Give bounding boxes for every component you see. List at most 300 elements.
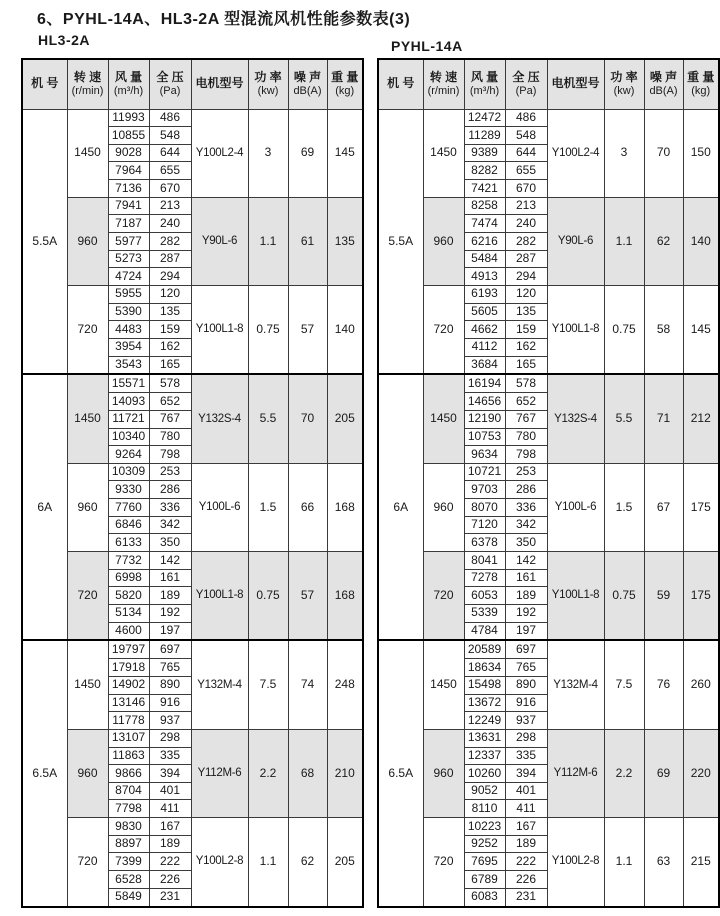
airflow-cell: 20589 xyxy=(464,640,505,658)
motor-cell: Y100L-6 xyxy=(547,463,604,551)
weight-cell: 260 xyxy=(683,640,719,729)
airflow-cell: 8282 xyxy=(464,162,505,180)
col-header-weight: 重 量 (kg) xyxy=(327,59,363,109)
pressure-cell: 411 xyxy=(149,800,191,818)
airflow-cell: 13146 xyxy=(108,694,149,712)
airflow-cell: 9330 xyxy=(108,481,149,499)
pressure-cell: 167 xyxy=(505,818,547,836)
motor-cell: Y132S-4 xyxy=(547,374,604,463)
pressure-cell: 161 xyxy=(149,569,191,587)
airflow-cell: 11721 xyxy=(108,410,149,428)
pressure-cell: 697 xyxy=(149,640,191,658)
airflow-cell: 8258 xyxy=(464,197,505,215)
power-cell: 1.1 xyxy=(604,818,644,907)
pressure-cell: 192 xyxy=(505,605,547,623)
pressure-cell: 226 xyxy=(505,871,547,889)
airflow-cell: 5820 xyxy=(108,587,149,605)
airflow-cell: 5339 xyxy=(464,605,505,623)
airflow-cell: 7187 xyxy=(108,215,149,233)
airflow-cell: 13107 xyxy=(108,729,149,747)
power-cell: 7.5 xyxy=(248,640,288,729)
machine-cell: 6A xyxy=(378,374,423,640)
pressure-cell: 142 xyxy=(505,552,547,570)
noise-cell: 59 xyxy=(644,552,683,641)
page-title: 6、PYHL-14A、HL3-2A 型混流风机性能参数表(3) xyxy=(37,11,411,28)
pressure-cell: 286 xyxy=(505,481,547,499)
airflow-cell: 11863 xyxy=(108,747,149,765)
speed-cell: 960 xyxy=(67,197,108,285)
motor-cell: Y100L1-8 xyxy=(547,286,604,375)
data-row xyxy=(22,552,363,570)
airflow-cell: 4483 xyxy=(108,321,149,339)
pressure-cell: 335 xyxy=(505,747,547,765)
pressure-cell: 226 xyxy=(149,871,191,889)
power-cell: 7.5 xyxy=(604,640,644,729)
noise-cell: 74 xyxy=(288,640,327,729)
pressure-cell: 189 xyxy=(505,835,547,853)
data-row xyxy=(378,729,719,747)
pressure-cell: 798 xyxy=(149,446,191,464)
airflow-cell: 7964 xyxy=(108,162,149,180)
airflow-cell: 19797 xyxy=(108,640,149,658)
weight-cell: 212 xyxy=(683,374,719,463)
airflow-cell: 16194 xyxy=(464,374,505,392)
pressure-cell: 294 xyxy=(505,268,547,286)
noise-cell: 70 xyxy=(288,374,327,463)
noise-cell: 62 xyxy=(288,818,327,907)
airflow-cell: 4112 xyxy=(464,339,505,357)
airflow-cell: 3684 xyxy=(464,356,505,374)
airflow-cell: 6053 xyxy=(464,587,505,605)
airflow-cell: 15498 xyxy=(464,676,505,694)
pressure-cell: 167 xyxy=(149,818,191,836)
pressure-cell: 765 xyxy=(149,659,191,677)
motor-cell: Y112M-6 xyxy=(547,729,604,817)
pressure-cell: 670 xyxy=(505,180,547,198)
data-row xyxy=(22,374,363,392)
airflow-cell: 13672 xyxy=(464,694,505,712)
data-row xyxy=(22,197,363,215)
weight-cell: 135 xyxy=(327,197,363,285)
power-cell: 3 xyxy=(248,109,288,197)
airflow-cell: 8110 xyxy=(464,800,505,818)
pressure-cell: 282 xyxy=(149,233,191,251)
pressure-cell: 159 xyxy=(505,321,547,339)
weight-cell: 168 xyxy=(327,552,363,641)
pressure-cell: 652 xyxy=(505,393,547,411)
airflow-cell: 6133 xyxy=(108,534,149,552)
data-row xyxy=(378,552,719,570)
col-header-machine: 机 号 xyxy=(22,59,67,109)
pressure-cell: 287 xyxy=(149,250,191,268)
parameter-table-pyhl-14a xyxy=(377,58,720,908)
power-cell: 3 xyxy=(604,109,644,197)
data-row xyxy=(378,640,719,658)
airflow-cell: 4724 xyxy=(108,268,149,286)
airflow-cell: 10260 xyxy=(464,765,505,783)
airflow-cell: 8041 xyxy=(464,552,505,570)
power-cell: 2.2 xyxy=(248,729,288,817)
airflow-cell: 6789 xyxy=(464,871,505,889)
airflow-cell: 9830 xyxy=(108,818,149,836)
parameter-table-hl3-2a xyxy=(21,58,364,908)
airflow-cell: 7399 xyxy=(108,853,149,871)
power-cell: 5.5 xyxy=(604,374,644,463)
data-row xyxy=(378,197,719,215)
pressure-cell: 548 xyxy=(505,127,547,145)
pressure-cell: 697 xyxy=(505,640,547,658)
pressure-cell: 165 xyxy=(149,356,191,374)
airflow-cell: 4662 xyxy=(464,321,505,339)
power-cell: 1.1 xyxy=(248,818,288,907)
airflow-cell: 11778 xyxy=(108,712,149,730)
airflow-cell: 9634 xyxy=(464,446,505,464)
pressure-cell: 401 xyxy=(505,782,547,800)
pressure-cell: 342 xyxy=(505,516,547,534)
airflow-cell: 5484 xyxy=(464,250,505,268)
motor-cell: Y132S-4 xyxy=(191,374,248,463)
airflow-cell: 5955 xyxy=(108,286,149,304)
pressure-cell: 548 xyxy=(149,127,191,145)
data-row xyxy=(22,463,363,481)
airflow-cell: 18634 xyxy=(464,659,505,677)
pressure-cell: 120 xyxy=(505,286,547,304)
power-cell: 1.5 xyxy=(248,463,288,551)
airflow-cell: 6193 xyxy=(464,286,505,304)
airflow-cell: 12337 xyxy=(464,747,505,765)
pressure-cell: 937 xyxy=(505,712,547,730)
pressure-cell: 135 xyxy=(149,303,191,321)
pressure-cell: 162 xyxy=(505,339,547,357)
pressure-cell: 916 xyxy=(149,694,191,712)
pressure-cell: 765 xyxy=(505,659,547,677)
data-row xyxy=(22,109,363,127)
machine-cell: 6.5A xyxy=(378,640,423,907)
weight-cell: 220 xyxy=(683,729,719,817)
pressure-cell: 197 xyxy=(149,622,191,640)
pressure-cell: 213 xyxy=(149,197,191,215)
pressure-cell: 287 xyxy=(505,250,547,268)
airflow-cell: 8070 xyxy=(464,499,505,517)
motor-cell: Y100L-6 xyxy=(191,463,248,551)
pressure-cell: 165 xyxy=(505,356,547,374)
airflow-cell: 7798 xyxy=(108,800,149,818)
speed-cell: 960 xyxy=(67,729,108,817)
pressure-cell: 394 xyxy=(505,765,547,783)
table-label-pyhl-14a: PYHL-14A xyxy=(391,38,463,54)
col-header-motor: 电机型号 xyxy=(547,59,604,109)
noise-cell: 68 xyxy=(288,729,327,817)
airflow-cell: 5849 xyxy=(108,888,149,907)
machine-cell: 6.5A xyxy=(22,640,67,907)
speed-cell: 1450 xyxy=(67,109,108,197)
motor-cell: Y132M-4 xyxy=(547,640,604,729)
pressure-cell: 189 xyxy=(149,835,191,853)
noise-cell: 69 xyxy=(288,109,327,197)
pressure-cell: 286 xyxy=(149,481,191,499)
airflow-cell: 6998 xyxy=(108,569,149,587)
noise-cell: 61 xyxy=(288,197,327,285)
pressure-cell: 401 xyxy=(149,782,191,800)
speed-cell: 720 xyxy=(67,818,108,907)
weight-cell: 175 xyxy=(683,552,719,641)
weight-cell: 205 xyxy=(327,374,363,463)
col-header-weight: 重 量 (kg) xyxy=(683,59,719,109)
machine-cell: 6A xyxy=(22,374,67,640)
pressure-cell: 298 xyxy=(149,729,191,747)
weight-cell: 140 xyxy=(327,286,363,375)
pressure-cell: 159 xyxy=(149,321,191,339)
airflow-cell: 12190 xyxy=(464,410,505,428)
airflow-cell: 11993 xyxy=(108,109,149,127)
col-header-noise: 噪 声 dB(A) xyxy=(288,59,327,109)
pressure-cell: 644 xyxy=(505,144,547,162)
pressure-cell: 162 xyxy=(149,339,191,357)
noise-cell: 62 xyxy=(644,197,683,285)
speed-cell: 720 xyxy=(423,286,464,375)
pressure-cell: 670 xyxy=(149,180,191,198)
power-cell: 0.75 xyxy=(604,286,644,375)
power-cell: 0.75 xyxy=(604,552,644,641)
airflow-cell: 3954 xyxy=(108,339,149,357)
pressure-cell: 189 xyxy=(505,587,547,605)
airflow-cell: 7136 xyxy=(108,180,149,198)
pressure-cell: 294 xyxy=(149,268,191,286)
airflow-cell: 7941 xyxy=(108,197,149,215)
airflow-cell: 5390 xyxy=(108,303,149,321)
noise-cell: 57 xyxy=(288,552,327,641)
table-label-hl3-2a: HL3-2A xyxy=(38,32,91,48)
pressure-cell: 253 xyxy=(149,463,191,481)
speed-cell: 1450 xyxy=(423,109,464,197)
pressure-cell: 655 xyxy=(505,162,547,180)
pressure-cell: 890 xyxy=(149,676,191,694)
pressure-cell: 240 xyxy=(149,215,191,233)
speed-cell: 960 xyxy=(67,463,108,551)
pressure-cell: 282 xyxy=(505,233,547,251)
speed-cell: 720 xyxy=(67,552,108,641)
airflow-cell: 6216 xyxy=(464,233,505,251)
speed-cell: 1450 xyxy=(67,640,108,729)
airflow-cell: 6378 xyxy=(464,534,505,552)
airflow-cell: 14656 xyxy=(464,393,505,411)
noise-cell: 69 xyxy=(644,729,683,817)
airflow-cell: 6846 xyxy=(108,516,149,534)
airflow-cell: 10721 xyxy=(464,463,505,481)
weight-cell: 175 xyxy=(683,463,719,551)
weight-cell: 205 xyxy=(327,818,363,907)
noise-cell: 58 xyxy=(644,286,683,375)
col-header-speed: 转 速 (r/min) xyxy=(67,59,108,109)
pressure-cell: 644 xyxy=(149,144,191,162)
speed-cell: 720 xyxy=(67,286,108,375)
motor-cell: Y100L1-8 xyxy=(191,552,248,641)
pressure-cell: 578 xyxy=(149,374,191,392)
power-cell: 0.75 xyxy=(248,286,288,375)
col-header-speed: 转 速 (r/min) xyxy=(423,59,464,109)
pressure-cell: 350 xyxy=(505,534,547,552)
data-row xyxy=(22,286,363,304)
pressure-cell: 298 xyxy=(505,729,547,747)
speed-cell: 1450 xyxy=(423,374,464,463)
data-row xyxy=(378,463,719,481)
pressure-cell: 222 xyxy=(505,853,547,871)
col-header-power: 功 率 (kw) xyxy=(604,59,644,109)
power-cell: 1.1 xyxy=(604,197,644,285)
pressure-cell: 578 xyxy=(505,374,547,392)
pressure-cell: 231 xyxy=(505,888,547,907)
airflow-cell: 8897 xyxy=(108,835,149,853)
weight-cell: 145 xyxy=(327,109,363,197)
noise-cell: 67 xyxy=(644,463,683,551)
col-header-pressure: 全 压 (Pa) xyxy=(505,59,547,109)
pressure-cell: 798 xyxy=(505,446,547,464)
pressure-cell: 655 xyxy=(149,162,191,180)
airflow-cell: 12472 xyxy=(464,109,505,127)
noise-cell: 63 xyxy=(644,818,683,907)
speed-cell: 960 xyxy=(423,197,464,285)
power-cell: 1.1 xyxy=(248,197,288,285)
airflow-cell: 10223 xyxy=(464,818,505,836)
pressure-cell: 335 xyxy=(149,747,191,765)
weight-cell: 145 xyxy=(683,286,719,375)
pressure-cell: 350 xyxy=(149,534,191,552)
power-cell: 2.2 xyxy=(604,729,644,817)
speed-cell: 720 xyxy=(423,818,464,907)
data-row xyxy=(378,374,719,392)
motor-cell: Y132M-4 xyxy=(191,640,248,729)
motor-cell: Y100L2-8 xyxy=(191,818,248,907)
weight-cell: 168 xyxy=(327,463,363,551)
pressure-cell: 336 xyxy=(149,499,191,517)
speed-cell: 960 xyxy=(423,463,464,551)
airflow-cell: 9252 xyxy=(464,835,505,853)
pressure-cell: 394 xyxy=(149,765,191,783)
airflow-cell: 4600 xyxy=(108,622,149,640)
airflow-cell: 5134 xyxy=(108,605,149,623)
weight-cell: 150 xyxy=(683,109,719,197)
pressure-cell: 253 xyxy=(505,463,547,481)
motor-cell: Y90L-6 xyxy=(547,197,604,285)
airflow-cell: 14093 xyxy=(108,393,149,411)
airflow-cell: 7421 xyxy=(464,180,505,198)
col-header-airflow: 风 量 (m³/h) xyxy=(108,59,149,109)
pressure-cell: 120 xyxy=(149,286,191,304)
col-header-noise: 噪 声 dB(A) xyxy=(644,59,683,109)
airflow-cell: 3543 xyxy=(108,356,149,374)
noise-cell: 57 xyxy=(288,286,327,375)
pressure-cell: 189 xyxy=(149,587,191,605)
machine-cell: 5.5A xyxy=(378,109,423,374)
motor-cell: Y90L-6 xyxy=(191,197,248,285)
pressure-cell: 780 xyxy=(149,428,191,446)
noise-cell: 66 xyxy=(288,463,327,551)
col-header-power: 功 率 (kw) xyxy=(248,59,288,109)
power-cell: 5.5 xyxy=(248,374,288,463)
airflow-cell: 11289 xyxy=(464,127,505,145)
motor-cell: Y100L1-8 xyxy=(547,552,604,641)
airflow-cell: 10753 xyxy=(464,428,505,446)
pressure-cell: 240 xyxy=(505,215,547,233)
pressure-cell: 486 xyxy=(505,109,547,127)
pressure-cell: 161 xyxy=(505,569,547,587)
airflow-cell: 5605 xyxy=(464,303,505,321)
airflow-cell: 4784 xyxy=(464,622,505,640)
noise-cell: 70 xyxy=(644,109,683,197)
airflow-cell: 7732 xyxy=(108,552,149,570)
airflow-cell: 10855 xyxy=(108,127,149,145)
weight-cell: 210 xyxy=(327,729,363,817)
motor-cell: Y100L2-4 xyxy=(547,109,604,197)
power-cell: 1.5 xyxy=(604,463,644,551)
airflow-cell: 10309 xyxy=(108,463,149,481)
speed-cell: 720 xyxy=(423,552,464,641)
airflow-cell: 13631 xyxy=(464,729,505,747)
weight-cell: 248 xyxy=(327,640,363,729)
motor-cell: Y112M-6 xyxy=(191,729,248,817)
airflow-cell: 4913 xyxy=(464,268,505,286)
pressure-cell: 342 xyxy=(149,516,191,534)
pressure-cell: 767 xyxy=(505,410,547,428)
airflow-cell: 5977 xyxy=(108,233,149,251)
pressure-cell: 222 xyxy=(149,853,191,871)
col-header-motor: 电机型号 xyxy=(191,59,248,109)
airflow-cell: 7695 xyxy=(464,853,505,871)
airflow-cell: 9052 xyxy=(464,782,505,800)
data-row xyxy=(22,818,363,836)
machine-cell: 5.5A xyxy=(22,109,67,374)
airflow-cell: 9703 xyxy=(464,481,505,499)
pressure-cell: 197 xyxy=(505,622,547,640)
pressure-cell: 336 xyxy=(505,499,547,517)
motor-cell: Y100L2-4 xyxy=(191,109,248,197)
airflow-cell: 6528 xyxy=(108,871,149,889)
header-row xyxy=(378,59,719,109)
airflow-cell: 7474 xyxy=(464,215,505,233)
weight-cell: 140 xyxy=(683,197,719,285)
col-header-machine: 机 号 xyxy=(378,59,423,109)
airflow-cell: 7760 xyxy=(108,499,149,517)
noise-cell: 71 xyxy=(644,374,683,463)
airflow-cell: 6083 xyxy=(464,888,505,907)
data-row xyxy=(378,109,719,127)
pressure-cell: 486 xyxy=(149,109,191,127)
pressure-cell: 780 xyxy=(505,428,547,446)
pressure-cell: 890 xyxy=(505,676,547,694)
pressure-cell: 937 xyxy=(149,712,191,730)
airflow-cell: 15571 xyxy=(108,374,149,392)
pressure-cell: 916 xyxy=(505,694,547,712)
airflow-cell: 8704 xyxy=(108,782,149,800)
noise-cell: 76 xyxy=(644,640,683,729)
speed-cell: 1450 xyxy=(67,374,108,463)
motor-cell: Y100L2-8 xyxy=(547,818,604,907)
pressure-cell: 411 xyxy=(505,800,547,818)
speed-cell: 960 xyxy=(423,729,464,817)
pressure-cell: 192 xyxy=(149,605,191,623)
airflow-cell: 14902 xyxy=(108,676,149,694)
airflow-cell: 9028 xyxy=(108,144,149,162)
pressure-cell: 135 xyxy=(505,303,547,321)
data-row xyxy=(378,286,719,304)
motor-cell: Y100L1-8 xyxy=(191,286,248,375)
col-header-airflow: 风 量 (m³/h) xyxy=(464,59,505,109)
pressure-cell: 652 xyxy=(149,393,191,411)
pressure-cell: 213 xyxy=(505,197,547,215)
speed-cell: 1450 xyxy=(423,640,464,729)
airflow-cell: 7120 xyxy=(464,516,505,534)
pressure-cell: 767 xyxy=(149,410,191,428)
